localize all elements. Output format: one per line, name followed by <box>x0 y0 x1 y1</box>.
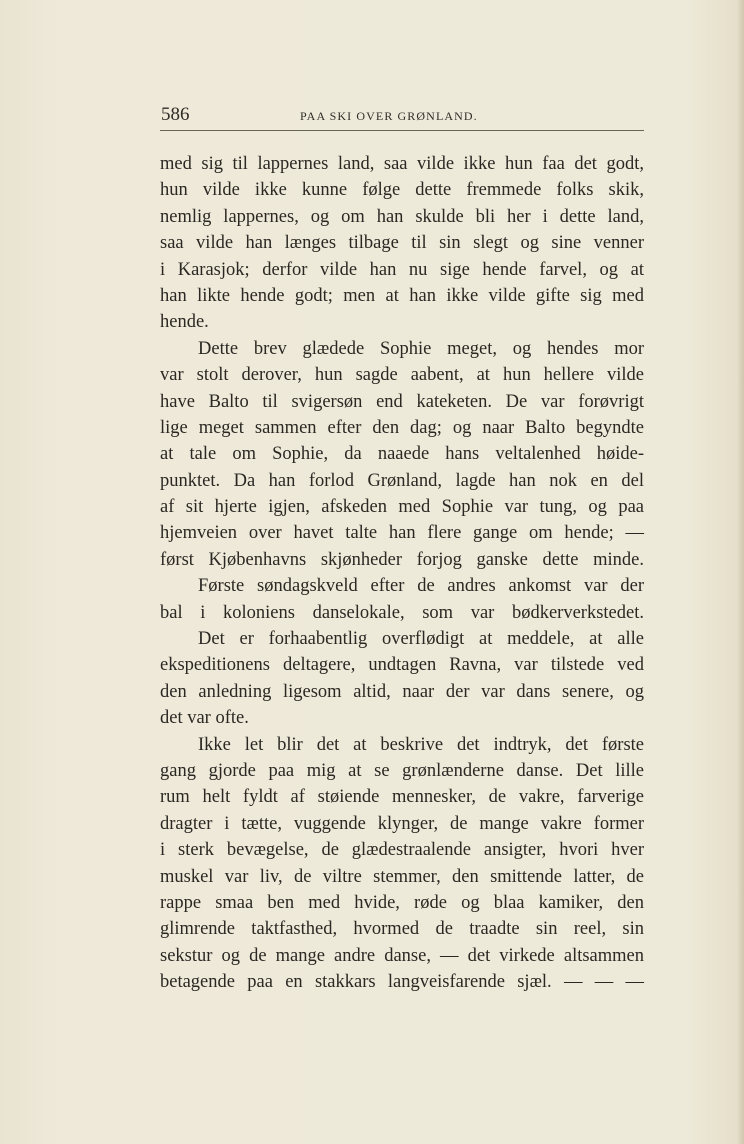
running-title: PAA SKI OVER GRØNLAND. <box>300 109 478 123</box>
text-line: hende. <box>160 312 209 333</box>
text-line: af sit hjerte igjen, afskeden med Sophie var tung, og paa <box>160 497 644 518</box>
paragraph <box>160 336 644 574</box>
text-line: muskel var liv, de viltre stemmer, den smittende latter, de <box>160 866 644 887</box>
text-line: først Kjøbenhavns skjønheder forjog ganske dette minde. <box>160 549 644 570</box>
text-line: hjemveien over havet talte han flere gange om hende; — <box>160 523 644 544</box>
text-line: bal i koloniens danselokale, som var bødkerverkstedet. <box>160 602 644 623</box>
text-line: Dette brev glædede Sophie meget, og hendes mor <box>198 338 644 359</box>
text-line: lige meget sammen efter den dag; og naar Balto begyndte <box>160 417 644 438</box>
page-number: 586 <box>161 104 190 125</box>
text-line: Ikke let blir det at beskrive det indtryk, det første <box>198 734 644 755</box>
paragraph <box>160 732 644 996</box>
text-line: hun vilde ikke kunne følge dette fremmede folks skik, <box>160 180 644 201</box>
text-line: Første søndagskveld efter de andres ankomst var der <box>198 576 644 597</box>
text-line: sekstur og de mange andre danse, — det virkede altsammen <box>160 945 644 966</box>
text-line: betagende paa en stakkars langveisfarende sjæl. — — — <box>160 972 644 993</box>
text-line: i Karasjok; derfor vilde han nu sige hende farvel, og at <box>160 259 644 280</box>
text-line: rum helt fyldt af støiende mennesker, de vakre, farverige <box>160 787 644 808</box>
paragraph <box>160 151 644 336</box>
text-line: punktet. Da han forlod Grønland, lagde han nok en del <box>160 470 644 491</box>
text-line: Det er forhaabentlig overflødigt at meddele, at alle <box>198 629 644 650</box>
body-text <box>160 151 644 996</box>
text-line: var stolt derover, hun sagde aabent, at hun hellere vilde <box>160 365 644 386</box>
text-line: have Balto til svigersøn end kateketen. De var forøvrigt <box>160 391 644 412</box>
text-line: saa vilde han længes tilbage til sin slegt og sine venner <box>160 233 644 254</box>
text-line: det var ofte. <box>160 708 249 729</box>
text-line: glimrende taktfasthed, hvormed de traadte sin reel, sin <box>160 919 644 940</box>
running-head <box>160 104 644 131</box>
text-line: at tale om Sophie, da naaede hans veltalenhed høide- <box>160 444 644 465</box>
text-line: med sig til lappernes land, saa vilde ikke hun faa det godt, <box>160 154 644 174</box>
text-line: rappe smaa ben med hvide, røde og blaa kamiker, den <box>160 892 644 913</box>
page-edge <box>738 0 744 1144</box>
text-line: dragter i tætte, vuggende klynger, de mange vakre former <box>160 813 644 834</box>
text-line: ekspeditionens deltagere, undtagen Ravna, var tilstede ved <box>160 655 644 676</box>
text-line: nemlig lappernes, og om han skulde bli her i dette land, <box>160 206 644 227</box>
text-line: den anledning ligesom altid, naar der var dans senere, og <box>160 681 644 702</box>
text-line: gang gjorde paa mig at se grønlænderne danse. Det lille <box>160 760 644 781</box>
text-line: han likte hende godt; men at han ikke vilde gifte sig med <box>160 285 644 306</box>
text-line: i sterk bevægelse, de glædestraalende ansigter, hvori hver <box>160 840 644 861</box>
paragraph <box>160 573 644 626</box>
paragraph <box>160 626 644 732</box>
